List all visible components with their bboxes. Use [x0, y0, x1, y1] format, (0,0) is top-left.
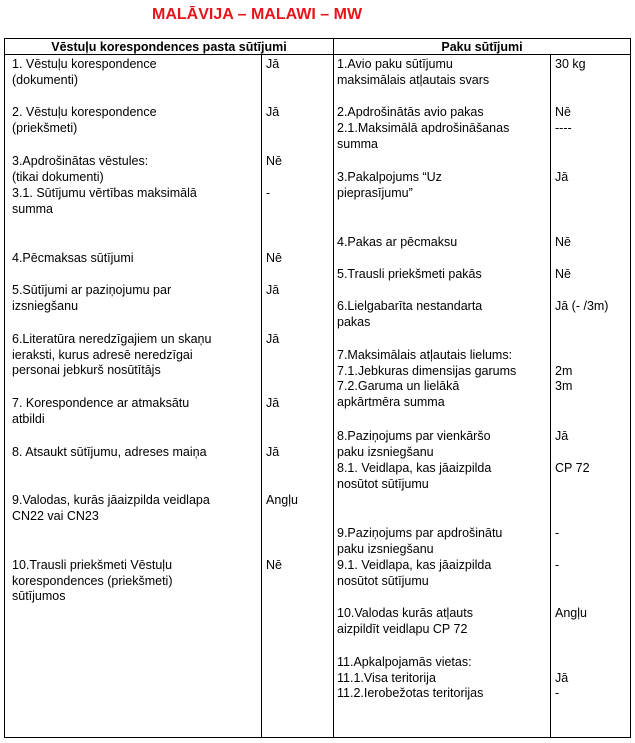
left-row-value: Jā	[266, 332, 280, 346]
left-row-value: -	[266, 186, 271, 200]
left-row-value: Jā	[266, 105, 280, 119]
right-row-value: Jā -	[555, 670, 569, 700]
left-row-label: 3.Apdrošinātas vēstules: (tikai dokumenti)	[12, 154, 149, 184]
right-row-value: 2m 3m	[555, 363, 573, 393]
left-row-label: 5.Sūtījumi ar paziņojumu par izsniegšanu	[12, 283, 172, 313]
left-row-label: 4.Pēcmaksas sūtījumi	[12, 251, 134, 265]
right-row-label: 9.1. Veidlapa, kas jāaizpilda nosūtot sūtījumu	[337, 558, 492, 588]
right-row-value: Nē	[555, 267, 571, 281]
right-row-label: 11.Apkalpojamās vietas: 11.1.Visa teritorija 11.2.Ierobežotas teritorijas	[337, 655, 484, 700]
right-row-label: 7.Maksimālais atļautais lielums: 7.1.Jebkuras dimensijas garums 7.2.Garuma un lielākā apkārtmēra summa	[337, 348, 517, 409]
right-row-value: -	[555, 558, 560, 572]
left-row-label: 3.1. Sūtījumu vērtības maksimālā summa	[12, 186, 197, 216]
left-row-label: 2. Vēstuļu korespondence (priekšmeti)	[12, 105, 157, 135]
right-row-value: Nē	[555, 105, 571, 119]
left-value-divider	[261, 54, 262, 737]
page-title: MALĀVIJA – MALAWI – MW	[152, 6, 363, 23]
right-row-label: 8.Paziņojums par vienkāršo paku izsniegšanu	[337, 429, 491, 459]
left-row-value: Nē	[266, 251, 282, 265]
left-row-value: Jā	[266, 445, 280, 459]
right-row-value: 30 kg	[555, 57, 586, 71]
right-row-label: 2.Apdrošinātās avio pakas	[337, 105, 484, 119]
left-row-label: 8. Atsaukt sūtījumu, adreses maiņa	[12, 445, 207, 459]
left-row-label: 6.Literatūra neredzīgajiem un skaņu ieraksti, kurus adresē neredzīgai personai jebkurš nosūtītājs	[12, 332, 212, 377]
right-row-value: ----	[555, 121, 572, 135]
center-divider	[333, 39, 334, 737]
right-value-divider	[550, 54, 551, 737]
header-letter-mail: Vēstuļu korespondences pasta sūtījumi	[51, 40, 287, 54]
right-row-value: Angļu	[555, 606, 587, 620]
left-row-value: Angļu	[266, 493, 298, 507]
left-row-value: Jā	[266, 283, 280, 297]
header-divider	[5, 54, 630, 55]
right-row-value: Jā	[555, 429, 569, 443]
left-row-value: Nē	[266, 154, 282, 168]
right-row-label: 10.Valodas kurās atļauts aizpildīt veidlapu CP 72	[337, 606, 473, 636]
left-row-label: 10.Trausli priekšmeti Vēstuļu korespondences (priekšmeti) sūtījumos	[12, 558, 173, 603]
right-row-label: 6.Lielgabarīta nestandarta pakas	[337, 299, 483, 329]
right-row-value: -	[555, 526, 560, 540]
right-row-label: 4.Pakas ar pēcmaksu	[337, 235, 458, 249]
right-row-label: 2.1.Maksimālā apdrošināšanas summa	[337, 121, 510, 151]
right-row-value: Jā	[555, 170, 569, 184]
right-row-label: 1.Avio paku sūtījumu maksimālais atļautais svars	[337, 57, 490, 87]
header-parcels: Paku sūtījumi	[441, 40, 523, 54]
left-row-label: 9.Valodas, kurās jāaizpilda veidlapa CN22 vai CN23	[12, 493, 210, 523]
left-row-value: Jā	[266, 396, 280, 410]
left-row-label: 7. Korespondence ar atmaksātu atbildi	[12, 396, 190, 426]
right-row-value: Nē	[555, 235, 571, 249]
left-row-label: 1. Vēstuļu korespondence (dokumenti)	[12, 57, 157, 87]
right-row-label: 3.Pakalpojums “Uz pieprasījumu”	[337, 170, 442, 200]
left-row-value: Nē	[266, 558, 282, 572]
right-row-label: 5.Trausli priekšmeti pakās	[337, 267, 482, 281]
service-table	[4, 38, 631, 738]
right-row-value: Jā (- /3m)	[555, 299, 609, 313]
left-row-value: Jā	[266, 57, 280, 71]
right-row-label: 8.1. Veidlapa, kas jāaizpilda nosūtot sūtījumu	[337, 461, 492, 491]
right-row-label: 9.Paziņojums par apdrošinātu paku izsniegšanu	[337, 526, 503, 556]
right-row-value: CP 72	[555, 461, 590, 475]
